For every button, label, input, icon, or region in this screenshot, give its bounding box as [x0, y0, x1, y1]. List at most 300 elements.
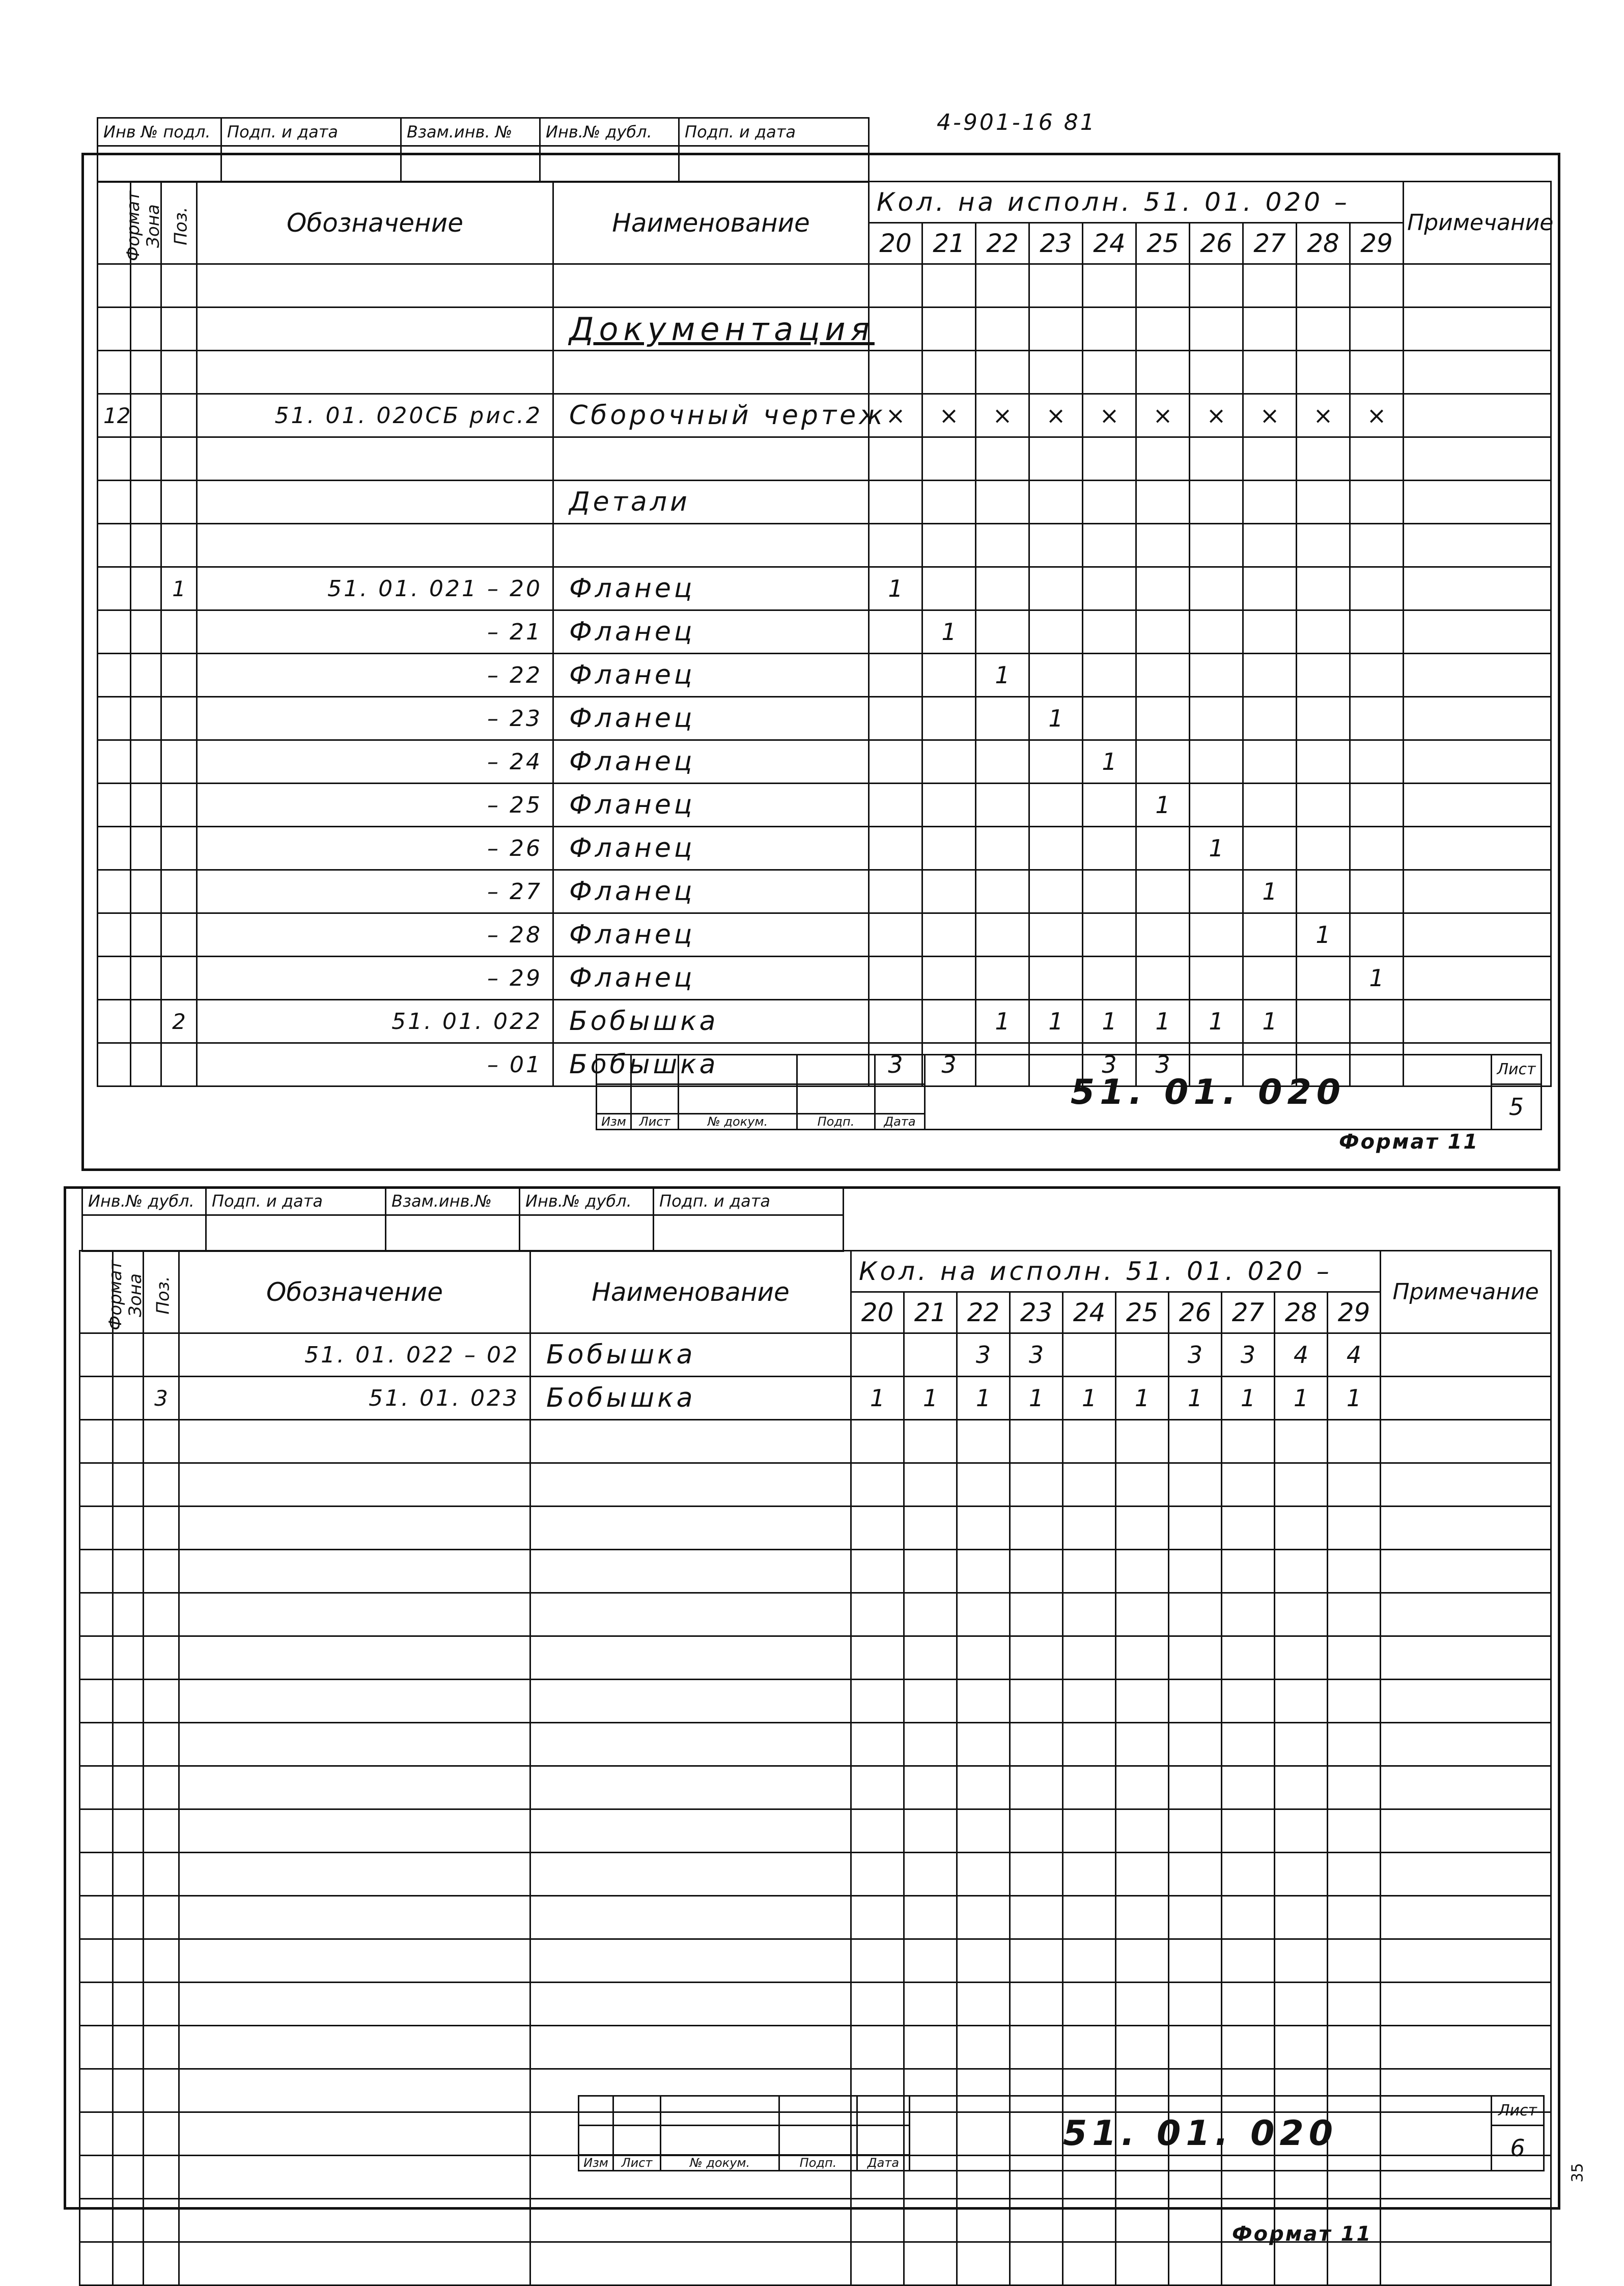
sheet-label: Лист [1492, 2096, 1544, 2126]
zone-cell [113, 1853, 144, 1896]
designation-cell: – 28 [197, 913, 553, 957]
zone-cell [131, 784, 161, 827]
table-row [98, 264, 1551, 308]
zone-cell [131, 957, 161, 1000]
quantity-cell: 3 [1169, 1333, 1222, 1377]
quantity-cell [869, 437, 922, 481]
zone-cell [113, 2026, 144, 2069]
quantity-cell [851, 1809, 904, 1853]
quantity-cell [1350, 264, 1404, 308]
quantity-cell [1222, 1550, 1275, 1593]
quantity-cell [1328, 1983, 1381, 2026]
designation-cell [179, 1507, 530, 1550]
format-cell [98, 1043, 131, 1086]
quantity-cell [851, 1896, 904, 1939]
designation-cell: 51. 01. 022 – 02 [179, 1333, 530, 1377]
position-cell [144, 1507, 179, 1550]
quantity-caption: Кол. на исполн. 51. 01. 020 – [869, 182, 1404, 223]
quantity-cell [869, 784, 922, 827]
zone-cell [131, 1000, 161, 1043]
designation-cell [179, 1853, 530, 1896]
quantity-cell [1275, 1939, 1328, 1983]
quantity-cell: 1 [1029, 1000, 1083, 1043]
note-cell [1404, 610, 1551, 654]
position-cell [161, 481, 197, 524]
table-row [98, 437, 1551, 481]
quantity-cell [976, 697, 1029, 740]
note-cell [1404, 913, 1551, 957]
quantity-cell [1136, 437, 1190, 481]
note-cell [1381, 1507, 1551, 1550]
quantity-cell [976, 870, 1029, 913]
designation-cell [179, 2112, 530, 2156]
quantity-cell: 1 [976, 1000, 1029, 1043]
name-cell [530, 1463, 851, 1507]
stamp-label: Инв.№ дубл. [520, 1187, 654, 1215]
quantity-cell [1116, 1853, 1169, 1896]
table-row [80, 1680, 1551, 1723]
quantity-cell [1136, 913, 1190, 957]
quantity-cell [1010, 1853, 1063, 1896]
quantity-cell [957, 2026, 1010, 2069]
position-cell [161, 437, 197, 481]
format-cell [80, 1983, 113, 2026]
quantity-cell [976, 264, 1029, 308]
quantity-cell [1029, 610, 1083, 654]
zone-cell [131, 697, 161, 740]
quantity-cell [904, 2242, 957, 2285]
zone-cell [113, 1333, 144, 1377]
note-cell [1404, 394, 1551, 437]
zone-cell [131, 913, 161, 957]
position-cell [161, 870, 197, 913]
zone-cell [113, 1550, 144, 1593]
table-row [80, 1507, 1551, 1550]
quantity-cell [869, 913, 922, 957]
quantity-cell [1328, 2026, 1381, 2069]
quantity-cell [904, 1896, 957, 1939]
quantity-cell [1275, 1550, 1328, 1593]
sheet-col-label: Лист [613, 2155, 661, 2171]
quantity-cell [1136, 351, 1190, 394]
quantity-cell [957, 1550, 1010, 1593]
quantity-cell [1010, 1896, 1063, 1939]
position-cell [144, 2069, 179, 2112]
name-cell: Фланец [553, 740, 869, 784]
quantity-cell [1169, 1680, 1222, 1723]
doc-number-label: № докум. [679, 1114, 797, 1130]
qty-col-header: 22 [976, 223, 1029, 264]
quantity-cell [1116, 1593, 1169, 1636]
format-cell [98, 827, 131, 870]
quantity-cell: 4 [1275, 1333, 1328, 1377]
quantity-cell: × [1136, 394, 1190, 437]
position-cell [161, 784, 197, 827]
designation-cell [197, 437, 553, 481]
zone-cell [131, 654, 161, 697]
name-cell: Фланец [553, 784, 869, 827]
format-header: Формат [80, 1251, 113, 1333]
quantity-cell [904, 1853, 957, 1896]
quantity-cell [1222, 1983, 1275, 2026]
quantity-cell [1029, 524, 1083, 567]
quantity-cell: 3 [922, 1043, 976, 1086]
format-cell [98, 524, 131, 567]
quantity-cell [1083, 913, 1136, 957]
format-cell [98, 437, 131, 481]
quantity-cell [869, 1000, 922, 1043]
quantity-cell [957, 1723, 1010, 1766]
qty-col-header: 29 [1328, 1292, 1381, 1333]
stamp-label: Инв.№ дубл. [540, 118, 679, 146]
quantity-cell [1243, 351, 1297, 394]
quantity-cell [904, 2026, 957, 2069]
quantity-cell [1190, 481, 1243, 524]
quantity-cell [1116, 1333, 1169, 1377]
format-header: Формат [98, 182, 131, 264]
quantity-cell [1190, 610, 1243, 654]
table-row [80, 2242, 1551, 2285]
stamp-label: Взам.инв.№ [386, 1187, 520, 1215]
zone-cell [113, 1636, 144, 1680]
quantity-cell [1063, 1939, 1116, 1983]
quantity-cell: 1 [1243, 870, 1297, 913]
position-cell [144, 1420, 179, 1463]
table-row [98, 740, 1551, 784]
zone-cell [113, 1593, 144, 1636]
quantity-cell [976, 437, 1029, 481]
quantity-cell [976, 351, 1029, 394]
format-cell [98, 481, 131, 524]
designation-cell [197, 351, 553, 394]
quantity-cell [957, 1983, 1010, 2026]
name-cell [530, 1420, 851, 1463]
quantity-cell: 3 [869, 1043, 922, 1086]
quantity-cell: 1 [1136, 1000, 1190, 1043]
quantity-cell [1297, 1000, 1350, 1043]
quantity-cell [957, 1896, 1010, 1939]
position-cell [144, 2026, 179, 2069]
note-cell [1404, 957, 1551, 1000]
page-mark: 35 [1569, 2163, 1587, 2183]
quantity-cell [1136, 870, 1190, 913]
note-cell [1381, 1939, 1551, 1983]
qty-col-header: 22 [957, 1292, 1010, 1333]
stamp-label: Инв.№ дубл. [82, 1187, 206, 1215]
change-label: Изм [579, 2155, 613, 2171]
quantity-cell [976, 957, 1029, 1000]
zone-cell [113, 1420, 144, 1463]
note-cell [1381, 1896, 1551, 1939]
quantity-cell [957, 2199, 1010, 2242]
designation-cell [179, 1939, 530, 1983]
name-cell [530, 1809, 851, 1853]
table-row [98, 610, 1551, 654]
quantity-cell [1222, 1723, 1275, 1766]
format-cell [80, 2199, 113, 2242]
quantity-cell [1190, 913, 1243, 957]
quantity-cell [976, 567, 1029, 610]
designation-cell [179, 1550, 530, 1593]
format-cell [98, 351, 131, 394]
change-label: Изм [597, 1114, 631, 1130]
zone-cell [113, 1983, 144, 2026]
quantity-cell [922, 524, 976, 567]
position-cell [161, 957, 197, 1000]
quantity-cell [1190, 524, 1243, 567]
zone-cell [113, 2069, 144, 2112]
qty-col-header: 27 [1222, 1292, 1275, 1333]
quantity-cell [1083, 784, 1136, 827]
note-cell [1404, 351, 1551, 394]
quantity-cell [851, 2242, 904, 2285]
document-code: 51. 01. 020 [910, 2096, 1492, 2171]
quantity-cell [976, 610, 1029, 654]
quantity-cell: 3 [957, 1333, 1010, 1377]
quantity-cell [1297, 957, 1350, 1000]
quantity-cell [1222, 1420, 1275, 1463]
quantity-cell [1243, 481, 1297, 524]
quantity-cell [1243, 437, 1297, 481]
quantity-cell [1350, 567, 1404, 610]
format-cell [80, 1723, 113, 1766]
quantity-cell [1190, 264, 1243, 308]
quantity-cell [1243, 654, 1297, 697]
note-cell [1404, 654, 1551, 697]
zone-cell [131, 351, 161, 394]
quantity-cell [1190, 308, 1243, 351]
designation-cell [179, 1636, 530, 1680]
quantity-cell: 1 [1029, 697, 1083, 740]
zone-cell [131, 1043, 161, 1086]
qty-col-header: 20 [869, 223, 922, 264]
qty-col-header: 27 [1243, 223, 1297, 264]
qty-col-header: 26 [1190, 223, 1243, 264]
sheet-number: 5 [1492, 1084, 1542, 1130]
note-header: Примечание [1381, 1251, 1551, 1333]
quantity-cell [1169, 1507, 1222, 1550]
quantity-cell [1010, 1809, 1063, 1853]
name-cell [530, 2242, 851, 2285]
quantity-cell [922, 827, 976, 870]
quantity-cell [1116, 1680, 1169, 1723]
quantity-cell [922, 913, 976, 957]
quantity-cell [1063, 1766, 1116, 1809]
format-cell [98, 870, 131, 913]
format-label-2: Формат 11 [1232, 2222, 1373, 2246]
qty-col-header: 28 [1275, 1292, 1328, 1333]
quantity-cell [1243, 784, 1297, 827]
quantity-cell [957, 1680, 1010, 1723]
title-block-2 [578, 2095, 1545, 2171]
designation-cell [179, 1983, 530, 2026]
position-cell [144, 1593, 179, 1636]
quantity-cell [869, 524, 922, 567]
quantity-cell [1190, 697, 1243, 740]
quantity-cell [904, 1809, 957, 1853]
designation-cell: – 25 [197, 784, 553, 827]
quantity-cell [1350, 481, 1404, 524]
quantity-cell [1275, 1983, 1328, 2026]
zone-cell [131, 394, 161, 437]
qty-col-header: 20 [851, 1292, 904, 1333]
note-cell [1381, 1593, 1551, 1636]
quantity-cell [1328, 1507, 1381, 1550]
quantity-cell: 1 [1136, 784, 1190, 827]
quantity-cell: 1 [1222, 1377, 1275, 1420]
format-cell [80, 2112, 113, 2156]
quantity-cell [922, 870, 976, 913]
quantity-cell [1029, 567, 1083, 610]
zone-cell [131, 264, 161, 308]
position-cell [161, 394, 197, 437]
table-row [98, 567, 1551, 610]
quantity-cell [1328, 1809, 1381, 1853]
quantity-cell [1297, 697, 1350, 740]
format-cell [80, 1853, 113, 1896]
qty-col-header: 25 [1116, 1292, 1169, 1333]
quantity-cell [922, 784, 976, 827]
format-cell [80, 1550, 113, 1593]
quantity-cell [922, 740, 976, 784]
note-cell [1404, 567, 1551, 610]
zone-cell [131, 524, 161, 567]
quantity-cell [1297, 740, 1350, 784]
quantity-cell [1136, 610, 1190, 654]
quantity-cell [904, 1723, 957, 1766]
table-row [98, 524, 1551, 567]
note-cell [1404, 740, 1551, 784]
position-cell [144, 1983, 179, 2026]
name-cell [530, 2199, 851, 2242]
designation-cell [179, 2242, 530, 2285]
quantity-cell [1243, 610, 1297, 654]
zone-cell [113, 1377, 144, 1420]
quantity-cell [1010, 1463, 1063, 1507]
note-cell [1381, 1333, 1551, 1377]
designation-cell: – 29 [197, 957, 553, 1000]
quantity-cell [1243, 913, 1297, 957]
quantity-cell: 1 [1297, 913, 1350, 957]
quantity-cell [1243, 740, 1297, 784]
quantity-cell [1350, 1000, 1404, 1043]
quantity-cell [1169, 1983, 1222, 2026]
zone-cell [113, 2242, 144, 2285]
quantity-cell [1297, 567, 1350, 610]
quantity-cell [1275, 1420, 1328, 1463]
quantity-cell [1063, 1507, 1116, 1550]
quantity-cell [869, 610, 922, 654]
position-cell [144, 1636, 179, 1680]
name-cell: Фланец [553, 654, 869, 697]
designation-cell [179, 2156, 530, 2199]
quantity-cell [1297, 437, 1350, 481]
name-header: Наименование [553, 182, 869, 264]
quantity-cell [1010, 2026, 1063, 2069]
zone-cell [113, 1463, 144, 1507]
format-cell [98, 957, 131, 1000]
quantity-cell [904, 1766, 957, 1809]
designation-cell [179, 1723, 530, 1766]
quantity-cell [1350, 654, 1404, 697]
zone-cell [113, 1939, 144, 1983]
quantity-cell [1275, 1463, 1328, 1507]
quantity-cell [922, 1000, 976, 1043]
quantity-cell [1350, 351, 1404, 394]
table-row [98, 481, 1551, 524]
table-row [80, 1333, 1551, 1377]
quantity-cell: 1 [1350, 957, 1404, 1000]
format-cell [80, 1463, 113, 1507]
quantity-cell [1222, 2242, 1275, 2285]
zone-cell [131, 437, 161, 481]
quantity-cell [851, 1939, 904, 1983]
name-cell [530, 1507, 851, 1550]
zone-cell [113, 1680, 144, 1723]
note-cell [1381, 1420, 1551, 1463]
signature-label: Подп. [797, 1114, 875, 1130]
quantity-cell [851, 1463, 904, 1507]
name-cell: Бобышка [553, 1000, 869, 1043]
quantity-cell [1222, 2026, 1275, 2069]
quantity-cell: × [976, 394, 1029, 437]
quantity-cell [1116, 1420, 1169, 1463]
format-cell [98, 567, 131, 610]
quantity-cell [1083, 481, 1136, 524]
quantity-cell [1116, 1550, 1169, 1593]
quantity-cell [922, 957, 976, 1000]
designation-cell: 51. 01. 022 [197, 1000, 553, 1043]
quantity-cell [1029, 437, 1083, 481]
name-cell: Фланец [553, 697, 869, 740]
quantity-cell [1275, 1507, 1328, 1550]
stamp-label: Взам.инв. № [401, 118, 540, 146]
designation-cell [179, 2199, 530, 2242]
quantity-cell [1083, 437, 1136, 481]
quantity-cell [1328, 1766, 1381, 1809]
quantity-cell [1275, 1766, 1328, 1809]
quantity-cell [851, 1420, 904, 1463]
spec-table-1 [97, 181, 1552, 1087]
quantity-cell [1010, 1939, 1063, 1983]
position-cell: 1 [161, 567, 197, 610]
quantity-cell [1063, 1853, 1116, 1896]
quantity-cell [1190, 784, 1243, 827]
name-cell [530, 1636, 851, 1680]
position-cell [161, 264, 197, 308]
quantity-cell [1136, 740, 1190, 784]
quantity-cell [869, 957, 922, 1000]
quantity-cell: 1 [851, 1377, 904, 1420]
quantity-cell [1063, 1809, 1116, 1853]
zone-header: Зона [113, 1251, 144, 1333]
quantity-cell: 1 [1116, 1377, 1169, 1420]
name-cell [553, 264, 869, 308]
note-cell [1404, 524, 1551, 567]
name-header: Наименование [530, 1251, 851, 1333]
format-cell [80, 1593, 113, 1636]
quantity-cell [1243, 697, 1297, 740]
qty-col-header: 23 [1010, 1292, 1063, 1333]
position-cell [161, 610, 197, 654]
title-block-1 [596, 1054, 1542, 1130]
quantity-cell [1222, 1507, 1275, 1550]
table-row [98, 870, 1551, 913]
quantity-cell [869, 697, 922, 740]
note-cell [1381, 1377, 1551, 1420]
quantity-cell [922, 567, 976, 610]
quantity-cell [1010, 1983, 1063, 2026]
